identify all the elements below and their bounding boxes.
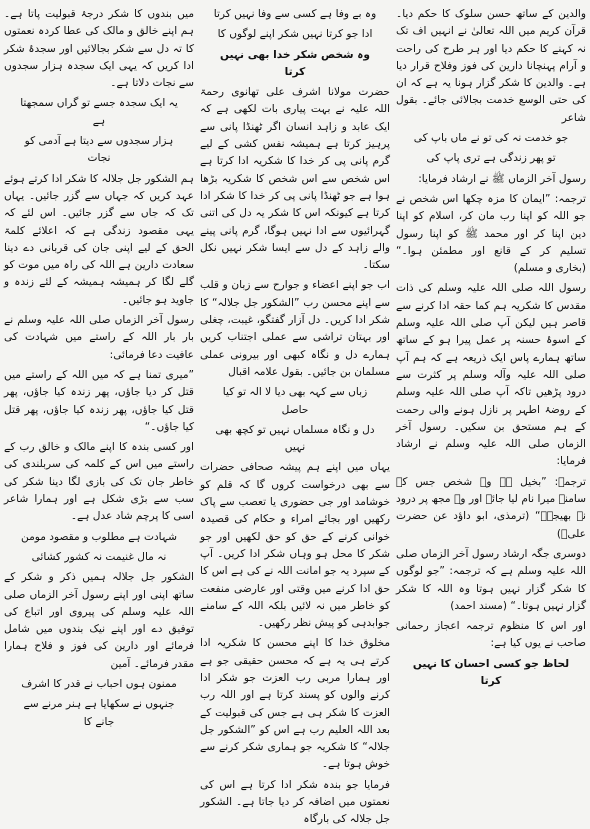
paragraph: مخلوق خدا کا اپنے محسن کا شکریہ ادا کرتے ہی یہ ہے کہ محسن حقیقی جو ہے اور ہمارا مربی رب العزت جو شکر ادا کرنے والوں کو پسند کرتا ہے اور اللہ رب العزت کا شکر ہی ہے جس کی قبولیت کے بعد اللہ العلیم رب ہے اس کو ”الشکور جل جلالہ“ کا شکریہ جو ہماری شکر کرنے سے خوش ہوتا ہے۔ [200, 637, 390, 771]
paragraph: اور کسی بندہ کا اپنے مالک و خالق رب کے راستے میں اس کے کلمہ کی سربلندی کی خاطر جان تک کی بازی لگا دینا شکر کی سب سے بڑی شکل ہے اور ہمارا شاعر اسی کا پرچم شاد عدل ہے۔ [4, 441, 194, 523]
paragraph: حضرت مولانا اشرف علی تھانوی رحمۃ اللہ علیہ نے بہت پیاری بات لکھی ہے کہ ایک عابد و زاہد انسان اگر ٹھنڈا پانی سے پرہیز کرتا ہے ہمیشہ نفس کشی کے لیے گرم پانی پی کر خدا کا شکریہ ادا کرتا ہے اس شخص سے اس شخص کا شکریہ بڑھا ہوا ہے جو ٹھنڈا پانی پی کر خدا کا شکر ادا کرتا ہے کیونکہ اس کا شکر یہ دل کی اتنی گہرائیوں سے ادا نہیں ہوگا، گرم پانی پینے والے زاہد کے دل سے ایسا شکر نہیں نکل سکتا۔ [200, 86, 390, 272]
paragraph: اب جو اپنے اعضاء و جوارح سے زبان و قلب سے اپنے محسن رب ”الشکور جل جلالہ“ کا شکر ادا کریں۔ دل آزار گفتگو، غیبت، چغلی اور بہتان تراشی سے عملی اجتناب کریں ہمارے دل و نگاہ کبھی اور بیرونی عملی مسلمان بن جائیں۔ بقول علامہ اقبال [200, 279, 390, 378]
verse-line: وہ شخص شکر خدا بھی نہیں کرتا [219, 48, 371, 78]
paragraph: رسول آخر الزماں صلی اللہ علیہ وسلم نے بار بار اللہ کے راستے میں شہادت کی عافیت دعا فرمائی: [4, 314, 194, 361]
column-middle [200, 6, 390, 826]
verse-line: ادا جو کرتا نہیں شکر اپنے لوگوں کا [217, 28, 373, 41]
verse-line: زباں سے کہہ بھی دیا لا الہ تو کیا حاصل [222, 386, 368, 416]
paragraph: ترجمہ: ”ایمان کا مزہ چکھا اس شخص نے جو اللہ کو اپنا رب مان کر، اسلام کو اپنا دین اپنا کر اور محمد ﷺ کو اپنا رسول تسلیم کر کے قانع اور مطمئن ہوا۔“ (بخاری و مسلم) [396, 192, 586, 275]
verse-line: جنہوں نے سکھایا ہے ہنر مرنے سے جانے کا [23, 698, 175, 728]
column-left [4, 6, 194, 744]
verse-line: وہ بے وفا ہے کسی سے وفا نہیں کرتا [213, 8, 377, 20]
paragraph: ترجمہ: ”بخیل ہے وہ شخص جس کے سامنے میرا نام لیا جائے اور وہ مجھ پر درود نہ بھیجے۔“ (ترمذی، ابو داؤد عن حضرت علیؓ) [396, 475, 586, 540]
verse-line: نہ مال غنیمت نہ کشور کشائی [31, 550, 167, 563]
paragraph: رسول آخر الزماں ﷺ نے ارشاد فرمایا: [418, 172, 586, 185]
verse-line: ہزار سجدوں سے دیتا ہے آدمی کو نجات [24, 135, 174, 165]
verse-line: تو پھر زندگی ہے تری پاپ کی [426, 152, 556, 165]
paragraph: اور اس کا منظوم ترجمہ اعجاز رحمانی صاحب نے یوں کیا ہے: [396, 620, 586, 650]
verse-line: شہادت ہے مطلوب و مقصود مومن [21, 530, 177, 543]
verse-line: دل و نگاہ مسلماں نہیں تو کچھ بھی نہیں [215, 423, 375, 454]
paragraph: یہاں میں اپنے ہم پیشہ صحافی حضرات سے بھی درخواست کروں گا کہ قلم کو خوشامد اور جی حضوری یا تعصب سے پاک رکھیں اور بجائے امراء و حکام کی قصیدہ خوانی کرنے کے حق کو حق لکھیں اور جو شکر کا محل ہو وہاں شکر ادا کریں۔ آپ کے سپرد یہ جو امانت اللہ نے کی ہے اس کا حق ادا کرنے میں وقتی اور عارضی منفعت کو خاطر میں نہ لائیں بلکہ اللہ کے سامنے جوابدہی کو پیش نظر رکھیں۔ [200, 461, 390, 630]
paragraph: دوسری جگہ ارشاد رسول آخر الزماں صلی اللہ علیہ وسلم ہے کہ ترجمہ: ”جو لوگوں کا شکر گزار نہیں ہوتا وہ اللہ کا شکر گزار نہیں ہوتا۔“ (مسند احمد) [396, 547, 586, 612]
verse-line: یہ ایک سجدہ جسے تو گراں سمجھتا ہے [20, 97, 178, 127]
verse-line: جو خدمت نہ کی تو نے ماں باپ کی [413, 132, 569, 145]
verse-line: ممنون ہوں احباب نے قدر کا اشرف [21, 677, 177, 690]
paragraph: فرمایا جو بندہ شکر ادا کرتا ہے اس کی نعمتوں میں اضافہ کر دیا جاتا ہے۔ الشکور جل جلالہ کی بارگاہ [200, 778, 390, 826]
paragraph: ہم الشکور جل جلالہ کا شکر ادا کرتے ہوئے عہد کریں کہ جہاں سے گزر جائیں۔ یہاں تک کہ جاں سے گزر جائیں۔ اس لئے کہ یہی مقصود زندگی ہے کہ اعلائے کلمۃ الحق کے لیے اپنی جان کی قربانی دے دینا سعادت دارین ہے اللہ کی راہ میں موت کو گلے لگا کر ہمیشہ ہمیشہ کے لئے زندہ و جاوید ہو جائیں۔ [4, 172, 194, 306]
paragraph: والدین کے ساتھ حسن سلوک کا حکم دیا۔ قرآن کریم میں اللہ تعالیٰ نے انہیں اف تک نہ کہنے کا حکم دیا اور ہر طرح کی راحت و آرام پہنچانا دارین کی فوز وفلاح قرار دیا ہے۔ والدین کا شکر گزار ہونا یہ ہے کہ ان کی حتی الوسع خدمت بجالائی جائے۔ بقول شاعر [396, 8, 586, 124]
paragraph: الشکور جل جلالہ ہمیں ذکر و شکر کے ساتھ اپنی اور اپنے رسول آخر الزماں صلی اللہ علیہ وسلم کی پیروی اور اتباع کی توفیق دے اور اپنے نیک بندوں میں شامل فرمائے اور دارین کی فوز و فلاح ہمارا مقدر فرمائے۔ آمین [4, 571, 194, 670]
column-right [396, 6, 586, 744]
paragraph: ”میری تمنا ہے کہ میں اللہ کے راستے میں قتل کر دیا جاؤں، پھر زندہ کیا جاؤں، پھر قتل کیا جاؤں، پھر زندہ کیا جاؤں، پھر قتل کیا جاؤں۔“ [4, 368, 194, 433]
verse-line: لحاظ جو کسی احسان کا نہیں کرتا [412, 657, 570, 687]
paragraph: رسول اللہ صلی اللہ علیہ وسلم کی ذات مقدس کا شکریہ ہم کما حقہ ادا کرنے سے قاصر ہیں لیکن آپ صلی اللہ علیہ وسلم کے اسوۂ حسنہ پر عمل پیرا ہو کے ساتھ ساتھ ہمارے پاس ایک ذریعہ ہے کہ ہم آپ صلی اللہ علیہ وآلہ وسلم پر کثرت سے درود پڑھیں تاکہ آپ صلی اللہ علیہ وسلم کے روضۂ اطہر پر نازل ہونے والی رحمت کے ہم مستحق بن سکیں۔ رسول آخر الزماں صلی اللہ علیہ وسلم نے ارشاد فرمایا: [396, 282, 586, 468]
paragraph: میں بندوں کا شکر درجۂ قبولیت پاتا ہے۔ ہم اپنے خالق و مالک کی عطا کردہ نعمتوں کا تہ دل سے شکر بجالائیں اور سجدۂ شکر ادا کریں کہ یہی ایک سجدہ ہزار سجدوں سے نجات دلاتا ہے۔ [4, 8, 194, 90]
